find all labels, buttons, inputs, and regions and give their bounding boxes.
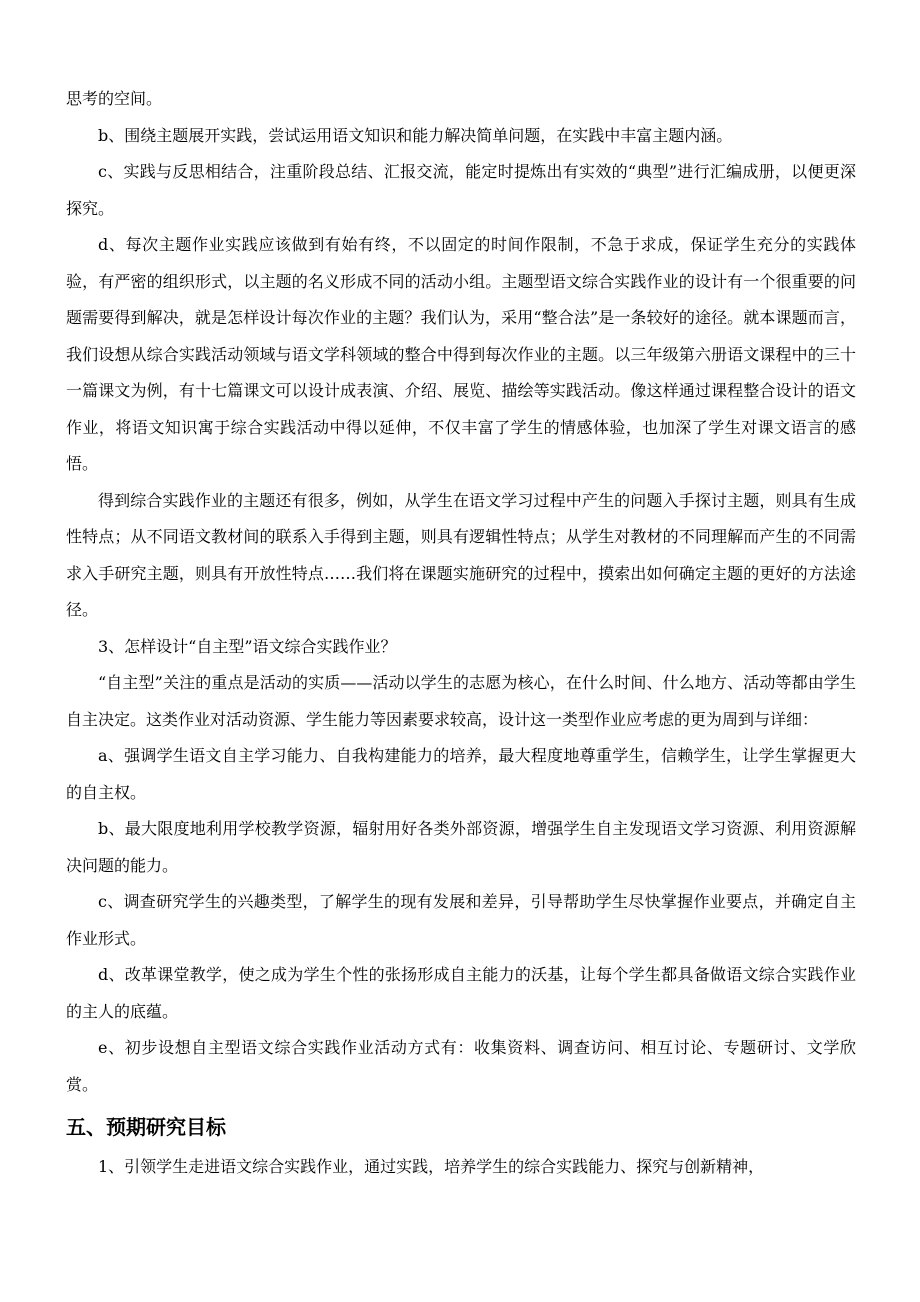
section-heading: 五、预期研究目标 (66, 1115, 226, 1139)
paragraph-autonomous-intro: “自主型”关注的重点是活动的实质——活动以学生的志愿为核心，在什么时间、什么地方、活动等都由学生自主决定。这类作业对活动资源、学生能力等因素要求较高，设计这一类型作业应考虑的更为周到与详细： (66, 673, 856, 729)
paragraph-autonomous-a: a、强调学生语文自主学习能力、自我构建能力的培养，最大程度地尊重学生，信赖学生，让学生掌握更大的自主权。 (66, 746, 856, 802)
paragraph-goal-1: 1、引领学生走进语文综合实践作业，通过实践，培养学生的综合实践能力、探究与创新精神， (98, 1157, 765, 1176)
paragraph-continuation: 思考的空间。 (66, 89, 163, 108)
paragraph-autonomous-c: c、调查研究学生的兴趣类型，了解学生的现有发展和差异，引导帮助学生尽快掌握作业要点，并确定自主作业形式。 (66, 892, 856, 948)
document-page (66, 81, 856, 1186)
paragraph-item-c: c、实践与反思相结合，注重阶段总结、汇报交流，能定时提炼出有实效的“典型”进行汇编成册，以便更深探究。 (66, 162, 856, 218)
paragraph-topic-sources: 得到综合实践作业的主题还有很多，例如，从学生在语文学习过程中产生的问题入手探讨主题，则具有生成性特点；从不同语文教材间的联系入手得到主题，则具有逻辑性特点；从学生对教材的不同理解而产生的不同需求入手研究主题，则具有开放性特点……我们将在课题实施研究的过程中，摸索出如何确定主题的更好的方法途径。 (66, 490, 856, 619)
paragraph-item-b: b、围绕主题展开实践，尝试运用语文知识和能力解决简单问题，在实践中丰富主题内涵。 (98, 125, 733, 145)
paragraph-autonomous-b: b、最大限度地利用学校教学资源，辐射用好各类外部资源，增强学生自主发现语文学习资源、利用资源解决问题的能力。 (66, 819, 856, 875)
paragraph-question-3: 3、怎样设计“自主型”语文综合实践作业？ (98, 636, 397, 656)
paragraph-item-d: d、每次主题作业实践应该做到有始有终，不以固定的时间作限制，不急于求成，保证学生充分的实践体验，有严密的组织形式，以主题的名义形成不同的活动小组。主题型语文综合实践作业的设计有一个很重要的问题需要得到解决，就是怎样设计每次作业的主题？我们认为，采用“整合法”是一条较好的途径。就本课题而言，我们设想从综合实践活动领域与语文学科领域的整合中得到每次作业的主题。以三年级第六册语文课程中的三十一篇课文为例，有十七篇课文可以设计成表演、介绍、展览、描绘等实践活动。像这样通过课程整合设计的语文作业，将语文知识寓于综合实践活动中得以延伸，不仅丰富了学生的情感体验，也加深了学生对课文语言的感悟。 (66, 235, 856, 473)
paragraph-autonomous-d: d、改革课堂教学，使之成为学生个性的张扬形成自主能力的沃基，让每个学生都具备做语文综合实践作业的主人的底蕴。 (66, 965, 856, 1021)
paragraph-autonomous-e: e、初步设想自主型语文综合实践作业活动方式有：收集资料、调查访问、相互讨论、专题研讨、文学欣赏。 (66, 1038, 856, 1094)
